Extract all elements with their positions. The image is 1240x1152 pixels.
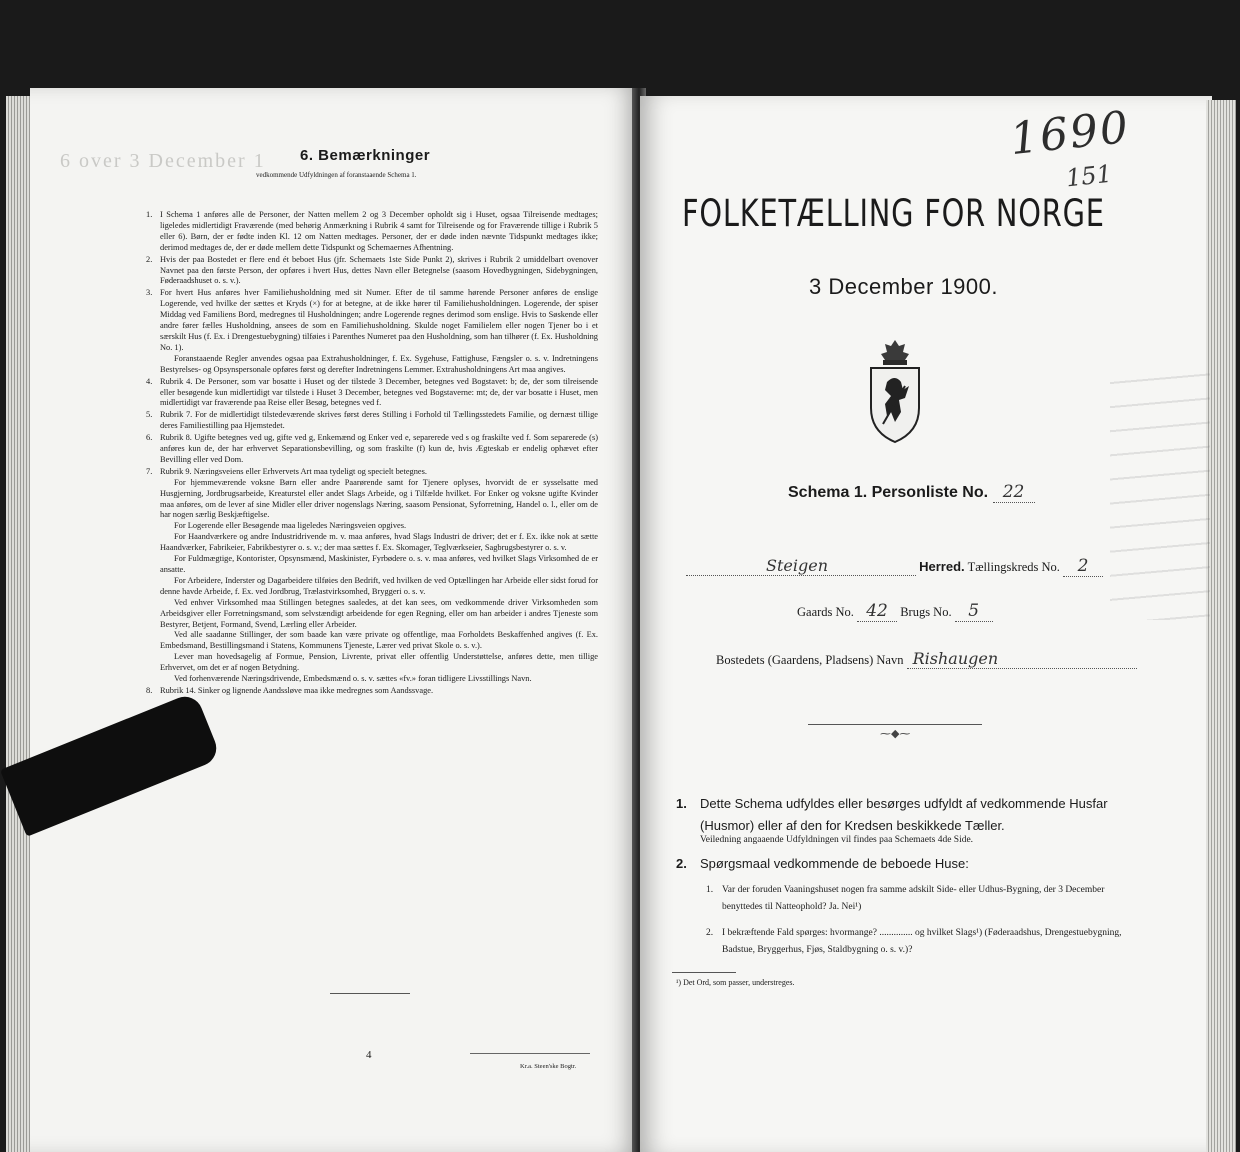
instruction-number: 1. [676, 796, 687, 811]
herred-row [686, 556, 1103, 577]
schema-label: Schema 1. Personliste No. [788, 484, 989, 501]
gaards-number: 42 [857, 601, 897, 622]
question-number: 2. [706, 928, 714, 938]
remark-text: Lever man hovedsagelig af Formue, Pension, Livrente, privat eller offentlig Understøttelse, anføres dette, men tillige Erhvervet, om det er af nogen Betydning. [160, 652, 598, 673]
gaards-label: Gaards No. [797, 605, 854, 619]
divider-rule [672, 972, 736, 973]
herred-value: Steigen [686, 556, 916, 576]
herred-label: Herred. [919, 559, 965, 574]
remark-text: Rubrik 4. De Personer, som var bosatte i Huset og der tilstede 3 December, betegnes ved Bogstavet: b; de, der som tilreisende eller besøgende kun midlertidigt var tilstede i Huset 3 December, betegnes ved Bogstaverne: mt; de, der var bosatte i Huset, men midlertidigt var fraværende paa Reise eller Besøg, betegnes ved f. [160, 376, 598, 408]
instruction-2 [676, 853, 1116, 877]
remark-text: Rubrik 9. Næringsveiens eller Erhvervets Art maa tydeligt og specielt betegnes. [160, 466, 428, 476]
census-title: FOLKETÆLLING FOR NORGE [682, 192, 1105, 235]
ornament-icon: ⁓◆⁓ [880, 728, 911, 740]
question-2 [706, 925, 1124, 959]
remark-number: 7. [146, 466, 153, 476]
remark-number: 4. [146, 376, 153, 386]
remark-number: 3. [146, 288, 153, 298]
brugs-number: 5 [955, 601, 993, 622]
bleed-through-handwriting [1110, 360, 1210, 620]
coat-of-arms-icon [865, 338, 925, 446]
remark-item [146, 255, 598, 288]
remark-text: For hvert Hus anføres hver Familiehusholdning med sit Numer. Efter de til samme hørende Personer anføres de enslige Logerende, ved hvilke der sættes et Kryds (×) for at betegne, at de ikke hører til Familiehusholdningen. Logerende, der spiser Middag ved Familiens Bord, medregnes til Husholdningen; andre Logerende regnes derimod som enslige. Hvis to Søskende eller andre fører fælles Husholdning, ansees de som en Familiehusholdning. Skulde noget Familielem eller nogen Tjener bo i et særskilt Hus (f. Ex. i Drengestuebygning) tilføies i Parenthes Numeret paa den Husholdning, som han tilhører (f. Ex. Husholdning No. 1). [160, 288, 598, 352]
remark-text: For Fuldmægtige, Kontorister, Opsynsmænd, Maskinister, Fyrbødere o. s. v. maa anføres, ved hvilket Slags Virksomhed de er ansatte. [160, 554, 598, 574]
schema-line [788, 482, 1035, 503]
remark-text: Ved forhenværende Næringsdrivende, Embedsmænd o. s. v. sættes «fv.» foran tidligere Livsstillings Navn. [174, 674, 532, 684]
kreds-label: Tællingskreds No. [967, 560, 1060, 574]
remark-number: 2. [146, 254, 153, 264]
remarks-subheading: vedkommende Udfyldningen af foranstaaende Schema 1. [256, 171, 417, 179]
handwritten-sub-number: 151 [1064, 159, 1114, 193]
brugs-label: Brugs No. [900, 605, 952, 619]
remark-text: Rubrik 7. For de midlertidigt tilstedeværende skrives først deres Stilling i Forhold til Tællingsstedets Familie, og dernæst tillige deres Familiestilling paa Hjemstedet. [160, 410, 598, 431]
kreds-number: 2 [1063, 556, 1103, 577]
remark-text: Ved enhver Virksomhed maa Stillingen betegnes saaledes, at det kan sees, om vedkommende driver Virksomheden som Arbeidsgiver eller Forretningsmand, som selvstændigt arbeidende for egen Regning, eller om han arbeider i andres Tjeneste som Bestyrer, Betjent, Formand, Svend, Lærling eller Arbeider. [160, 597, 598, 629]
remark-number: 1. [146, 210, 153, 219]
veiledning-note: Veiledning angaaende Udfyldningen vil findes paa Schemaets 4de Side. [700, 835, 974, 845]
handwritten-archive-number: 1690 [1007, 101, 1133, 166]
right-page [640, 96, 1212, 1152]
remark-number: 5. [146, 410, 153, 420]
remark-text: For hjemmeværende voksne Børn eller andre Paarørende samt for Tjenere oplyses, hvorvidt de er sysselsatte med Husgjerning, Jordbrugsarbeide, Kreaturstel eller andet Slags Arbeide, og i Tilfælde hvilket. For Enker og voksne ugifte Kvinder maa anføres, om de lever af sine Midler eller driver nogenslags Næring, saasom Pensionat, Syforretning, Handel o. l., eller om de har nogen særlig Beskjæftigelse. [160, 477, 598, 520]
remark-text: I Schema 1 anføres alle de Personer, der Natten mellem 2 og 3 December opholdt sig i Huset, ogsaa Tilreisende medtages; ligeledes midlertidigt Fraværende (med behørig Anmærkning i Rubrik 4 samt for Tilreisende og for Fraværende tillige i Rubrik 5 eller 6). Børn, der er fødte inden Kl. 12 om Natten medtages. Personer, der er døde inden nævnte Tidspunkt medtages ikke; derimod medtages de, der er døde mellem dette Tidspunkt og Schemaernes Afhentning. [160, 210, 598, 252]
remark-item [146, 210, 598, 254]
bosted-label: Bostedets (Gaardens, Pladsens) Navn [716, 653, 904, 667]
instruction-1 [676, 793, 1116, 837]
instruction-text: Spørgsmaal vedkommende de beboede Huse: [700, 856, 969, 871]
divider-rule [470, 1053, 590, 1054]
question-1 [706, 882, 1124, 916]
bosted-value: Rishaugen [907, 649, 1137, 669]
instruction-text: Dette Schema udfyldes eller besørges udfyldt af vedkommende Husfar (Husmor) eller af den for Kredsen beskikkede Tæller. [700, 796, 1108, 833]
bleed-through-text: 6 over 3 December 1 [60, 150, 266, 172]
remarks-heading: 6. Bemærkninger [300, 147, 431, 164]
question-text: I bekræftende Fald spørges: hvormange? .............. og hvilket Slags¹) (Føderaadshus, Drengestuebygning, Badstue, Bryggerhus, Fjøs, Staldbygning o. s. v.)? [722, 928, 1122, 955]
remark-text: For Logerende eller Besøgende maa ligeledes Næringsveien opgives. [174, 521, 407, 531]
divider-rule [808, 724, 982, 725]
remark-text: Foranstaaende Regler anvendes ogsaa paa Extrahusholdninger, f. Ex. Sygehuse, Fattighuse, Fængsler o. s. v. Indretningens Bestyrelses- og Opsynspersonale opføres først og derefter Indretningens Lemmer. Extrahusholdningens Art maa angives. [160, 353, 598, 374]
census-date: 3 December 1900. [809, 274, 998, 299]
remark-item [146, 377, 598, 410]
personliste-number: 22 [993, 482, 1035, 503]
remark-item [146, 410, 598, 432]
remark-number: 8. [146, 685, 153, 695]
remark-item [146, 288, 598, 375]
footnote: ¹) Det Ord, som passer, understreges. [676, 978, 795, 987]
gaards-row [797, 601, 993, 622]
remark-text: Rubrik 8. Ugifte betegnes ved ug, gifte ved g, Enkemænd og Enker ved e, separerede ved s og fraskilte ved f. Som separerede (s) anføres kun de, der har erhvervet Separationsbevilling, og som fraskilte (f) kun de, hvis Ægteskab er endelig ophævet efter Bevilling eller ved Dom. [160, 433, 598, 464]
question-number: 1. [706, 885, 714, 895]
remark-text: Rubrik 14. Sinker og lignende Aandssløve maa ikke medregnes som Aandssvage. [160, 685, 434, 695]
remark-text: Ved alle saadanne Stillinger, der som baade kan være private og offentlige, maa Forholdets Beskaffenhed angives (f. Ex. Embedsmand, Bestillingsmand i Statens, Kommunens Tjeneste, Lærer ved privat Skole o. s. v.). [160, 630, 598, 651]
question-text: Var der foruden Vaaningshuset nogen fra samme adskilt Side- eller Udhus-Bygning, der 3 December benyttedes til Natteophold? Ja. Nei¹) [722, 885, 1105, 912]
remarks-list [146, 210, 598, 698]
divider-rule [330, 993, 410, 994]
remark-item [146, 467, 598, 685]
right-page-edges [1206, 100, 1236, 1152]
remark-item [146, 686, 598, 697]
remark-text: Hvis der paa Bostedet er flere end ét beboet Hus (jfr. Schemaets 1ste Side Punkt 2), skrives i Rubrik 2 umiddelbart ovenover Navnet paa den første Person, der opføres i hvert Hus, dettes Navn eller Betegnelse (saasom Hovedbygningen, Sidebygningen, Føderaadshuset o. s. v.). [160, 254, 598, 286]
remark-text: For Haandværkere og andre Industridrivende m. v. maa anføres, hvad Slags Industri de driver; det er f. Ex. ikke nok at sætte Haandværker, Fabrikeier, Fabrikbestyrer o. s. v.; der maa sættes f. Ex. Skomager, Teglværkseier, Sagbrugsbestyrer o. s. v. [160, 532, 598, 553]
printer-imprint: Kr.a. Steen'ske Bogtr. [520, 1063, 577, 1070]
remark-number: 6. [146, 433, 153, 443]
remark-text: For Arbeidere, Inderster og Dagarbeidere tilføies den Bedrift, ved hvilken de ved Optællingen har Arbeide eller sidst forud for denne havde Arbeide, f. Ex. ved Jordbrug, Trælastvirksomhed, Bryggeri o. s. v. [160, 575, 598, 596]
instruction-number: 2. [676, 856, 687, 871]
bosted-row [716, 649, 1137, 669]
page-number: 4 [366, 1049, 372, 1061]
remark-item [146, 433, 598, 466]
